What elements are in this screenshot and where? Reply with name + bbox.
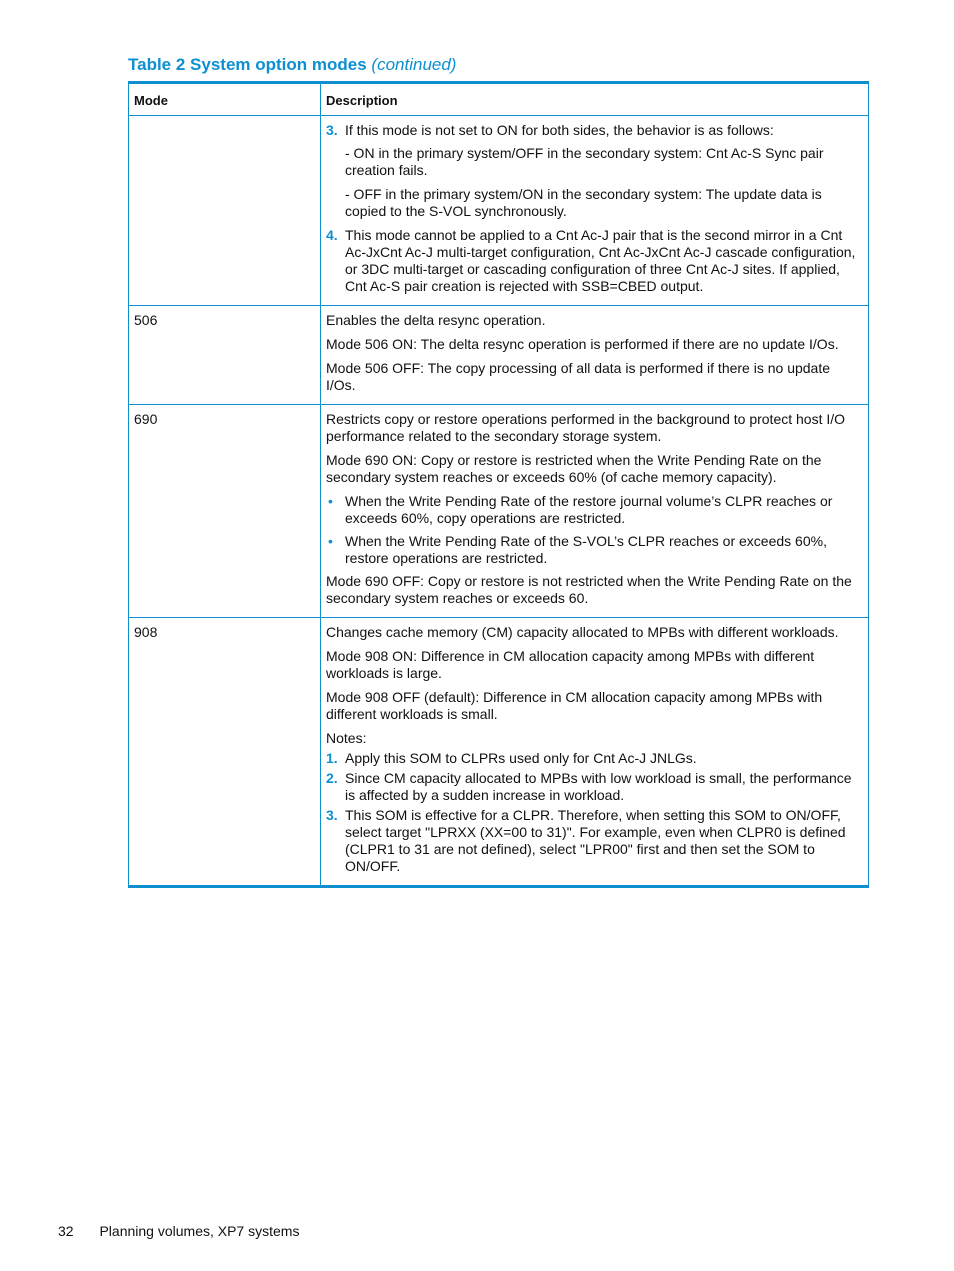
bullet-item (326, 493, 863, 527)
list-item (326, 770, 863, 804)
bullet-item (326, 533, 863, 567)
bullet-text: When the Write Pending Rate of the restore journal volume’s CLPR reaches or exceeds 60%, copy operations are restricted. (345, 493, 833, 526)
bullet-icon: • (328, 493, 333, 509)
list-number: 4. (326, 227, 338, 243)
description-cell (321, 116, 869, 306)
bullet-text: When the Write Pending Rate of the S-VOL’s CLPR reaches or exceeds 60%, restore operations are restricted. (345, 533, 827, 566)
header-row (129, 83, 869, 116)
list-item (326, 807, 863, 875)
notes-label: Notes: (326, 730, 367, 746)
table-row (129, 618, 869, 887)
list-text: This SOM is effective for a CLPR. Therefore, when setting this SOM to ON/OFF, select target "LPRXX (XX=00 to 31)". For example, even when CLPR0 is defined (CLPR1 to 31 are not defined), select "LPR00" first and then set the SOM to ON/OFF. (345, 807, 846, 874)
paragraph: Mode 506 ON: The delta resync operation is performed if there are no update I/Os. (326, 336, 839, 352)
paragraph: Mode 908 ON: Difference in CM allocation capacity among MPBs with different workloads is large. (326, 648, 815, 681)
list-item (326, 750, 863, 767)
caption-continued: (continued) (371, 55, 457, 74)
footer-section-title: Planning volumes, XP7 systems (99, 1223, 300, 1239)
mode-cell: 690 (129, 405, 321, 618)
table-caption (128, 55, 456, 75)
list-number: 3. (326, 807, 338, 823)
mode-cell: 506 (129, 306, 321, 405)
sub-paragraph: - OFF in the primary system/ON in the secondary system: The update data is copied to the S-VOL synchronously. (345, 186, 822, 219)
list-number: 2. (326, 770, 338, 786)
list-number: 3. (326, 122, 338, 138)
sub-paragraph: - ON in the primary system/OFF in the secondary system: Cnt Ac-S Sync pair creation fails. (345, 145, 824, 178)
caption-label: Table 2 System option modes (128, 55, 367, 74)
header-description: Description (321, 83, 869, 116)
list-text: Apply this SOM to CLPRs used only for Cnt Ac-J JNLGs. (345, 750, 697, 766)
table-row (129, 116, 869, 306)
list-text: This mode cannot be applied to a Cnt Ac-J pair that is the second mirror in a Cnt Ac-JxCnt Ac-J multi-target configuration, Cnt Ac-JxCnt Ac-J cascade configuration, or 3DC multi-target or cascading configuration of three Cnt Ac-J sites. If applied, Cnt Ac-S pair creation is rejected with SSB=CBED output. (345, 227, 856, 294)
paragraph: Mode 908 OFF (default): Difference in CM allocation capacity among MPBs with different workloads is small. (326, 689, 823, 722)
paragraph: Restricts copy or restore operations performed in the background to protect host I/O performance related to the secondary storage system. (326, 411, 846, 444)
bullet-icon: • (328, 533, 333, 549)
mode-cell (129, 116, 321, 306)
header-mode: Mode (129, 83, 321, 116)
paragraph: Mode 506 OFF: The copy processing of all data is performed if there is no update I/Os. (326, 360, 831, 393)
list-number: 1. (326, 750, 338, 766)
page-footer (58, 1223, 299, 1239)
paragraph: Enables the delta resync operation. (326, 312, 546, 328)
mode-cell: 908 (129, 618, 321, 887)
list-item (326, 227, 863, 295)
description-cell (321, 306, 869, 405)
list-text: If this mode is not set to ON for both sides, the behavior is as follows: (345, 122, 774, 138)
table-row (129, 405, 869, 618)
list-text: Since CM capacity allocated to MPBs with low workload is small, the performance is affected by a sudden increase in workload. (345, 770, 852, 803)
table-row (129, 306, 869, 405)
paragraph: Mode 690 OFF: Copy or restore is not restricted when the Write Pending Rate on the secondary system reaches or exceeds 60. (326, 573, 852, 606)
paragraph: Changes cache memory (CM) capacity allocated to MPBs with different workloads. (326, 624, 839, 640)
system-option-modes-table (128, 81, 869, 888)
paragraph: Mode 690 ON: Copy or restore is restricted when the Write Pending Rate on the secondary system reaches or exceeds 60% (of cache memory capacity). (326, 452, 822, 485)
page-number: 32 (58, 1223, 74, 1239)
description-cell (321, 618, 869, 887)
description-cell (321, 405, 869, 618)
list-item (326, 122, 863, 139)
